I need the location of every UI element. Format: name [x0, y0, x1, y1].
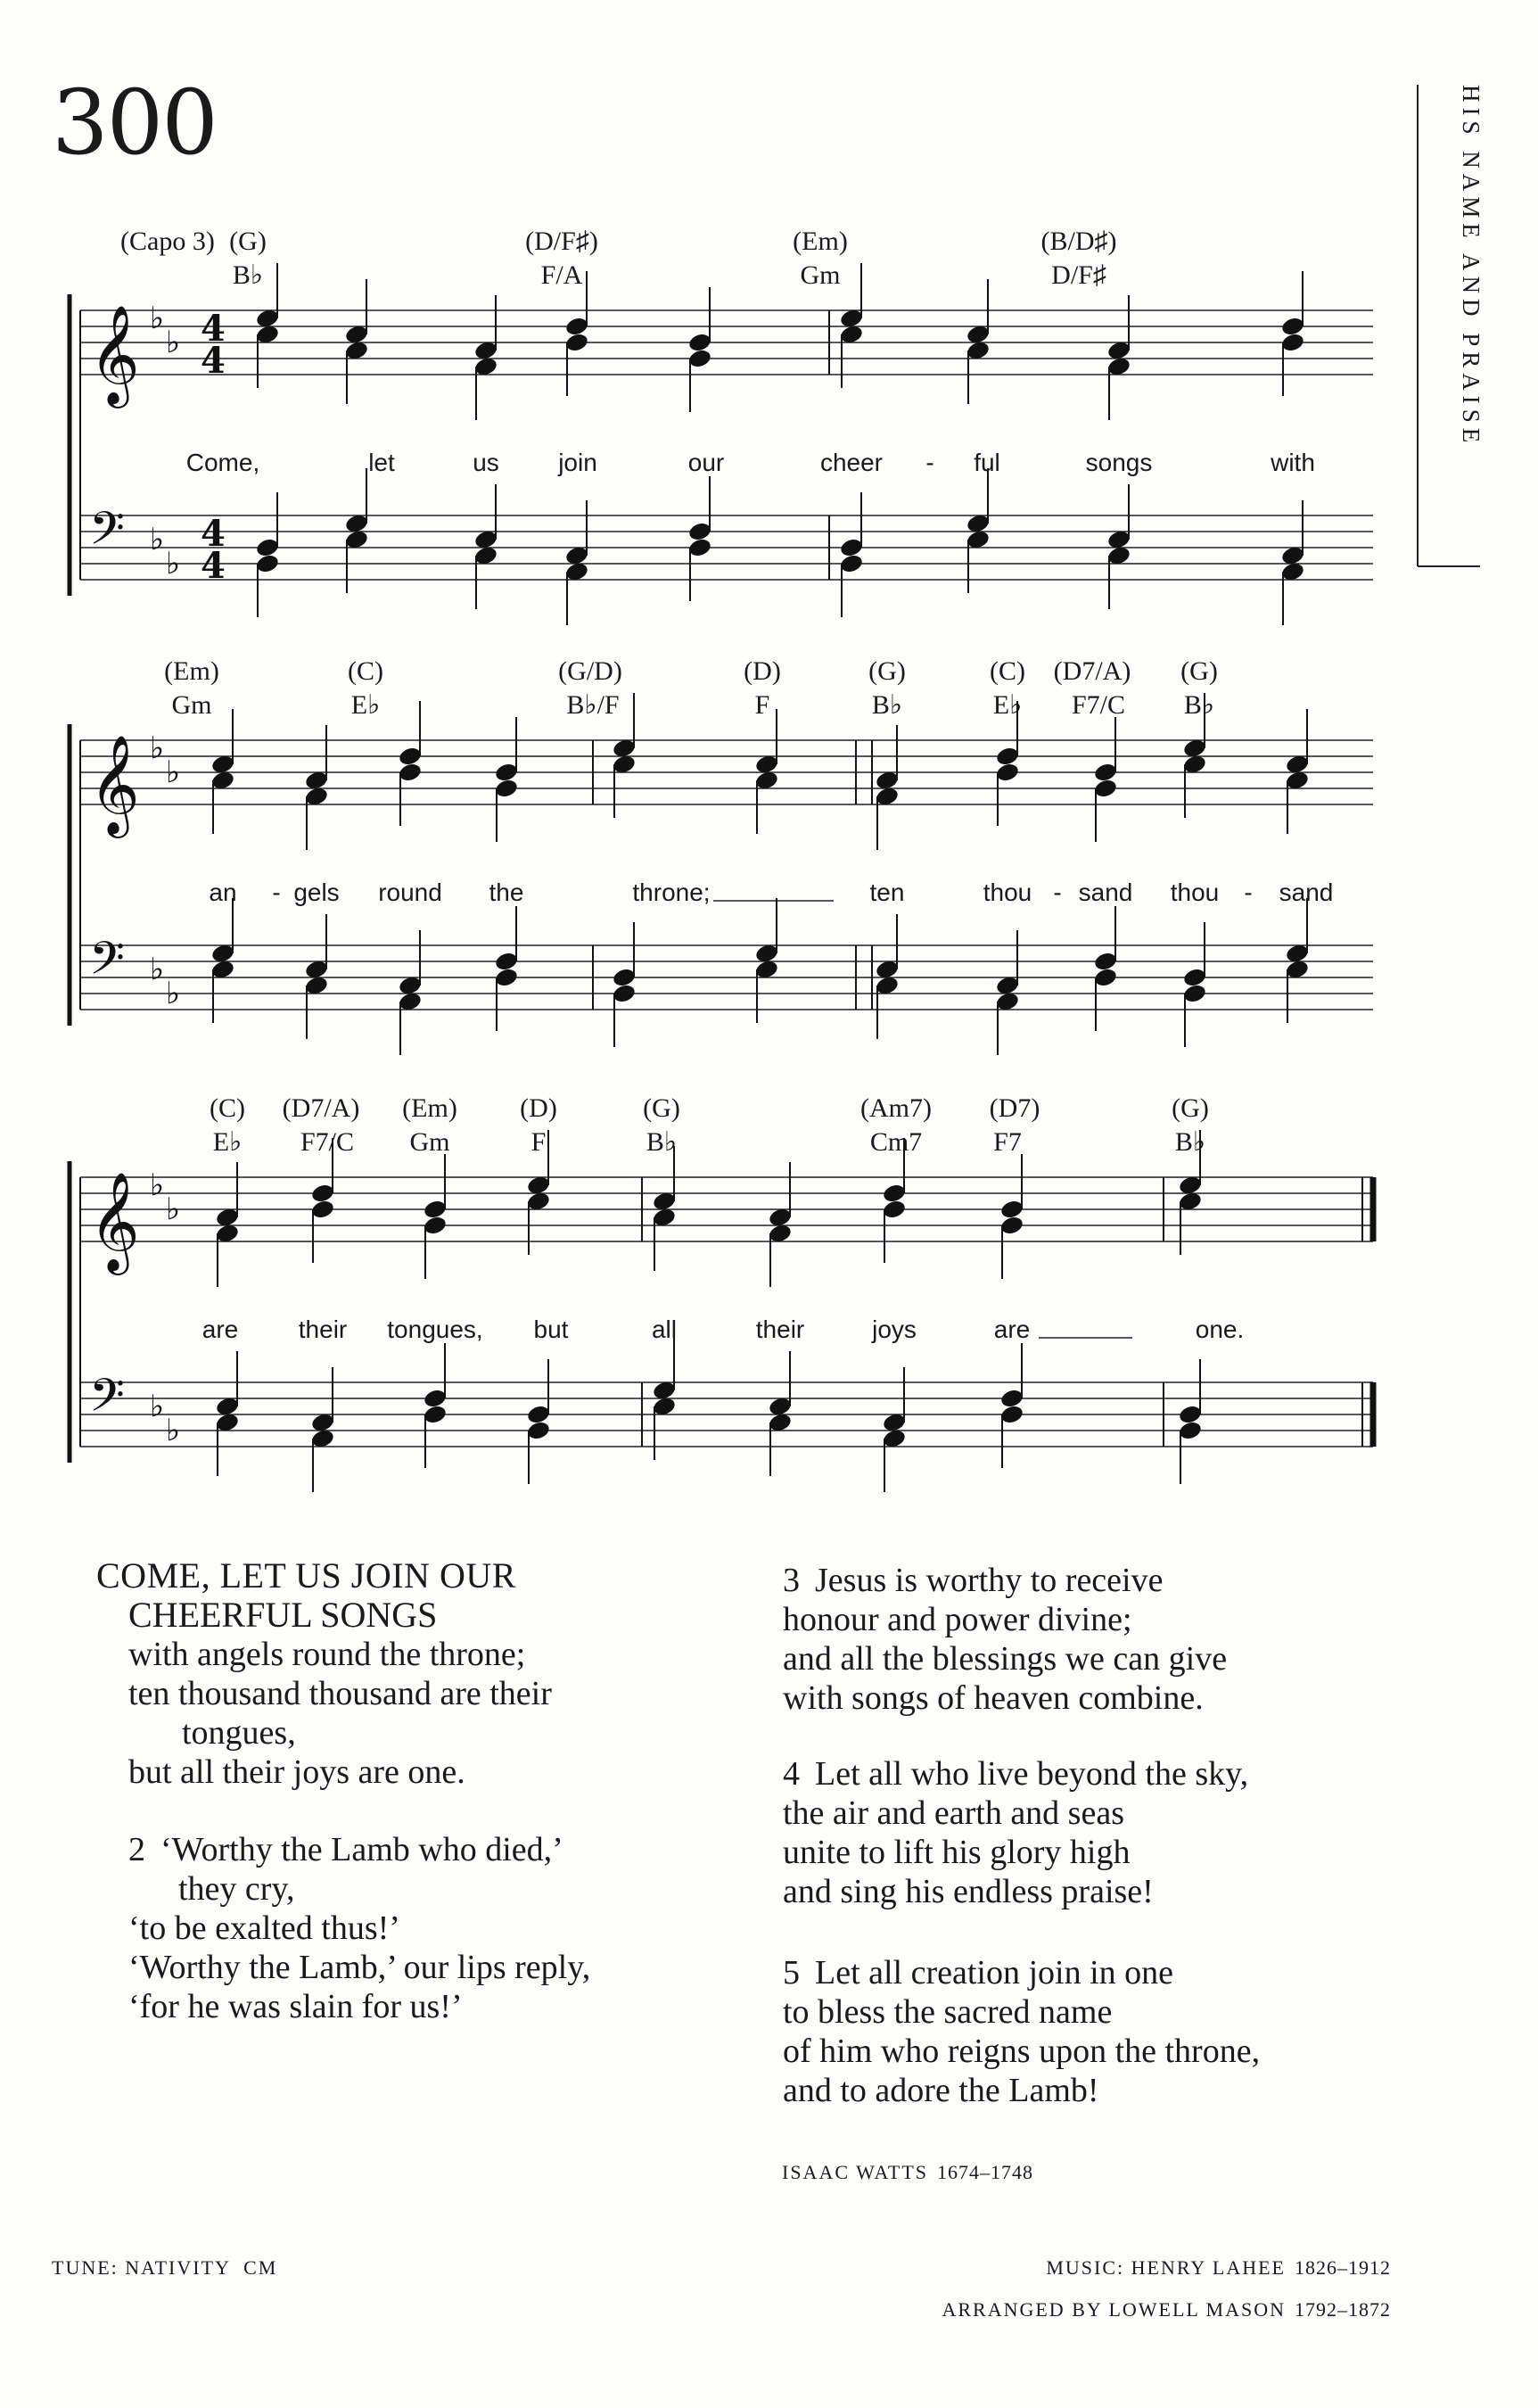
verse-number: 3 [783, 1562, 800, 1599]
guitar-chord-symbol: (D/F♯) [525, 227, 598, 256]
bass-clef-icon: 𝄢 [89, 1368, 125, 1433]
flat-sign-icon: ♭ [166, 1191, 181, 1227]
guitar-chord-symbol: (Em) [402, 1093, 457, 1123]
bass-clef-icon: 𝄢 [89, 931, 125, 996]
flat-sign-icon: ♭ [166, 324, 181, 360]
lyric-syllable: are [202, 1315, 239, 1343]
author-name: ISAAC WATTS [782, 2161, 929, 2183]
lyric-syllable: us [473, 449, 499, 476]
lyric-syllable: throne; [632, 878, 711, 906]
lyric-syllable: thou [1170, 878, 1220, 906]
flat-sign-icon: ♭ [166, 545, 181, 581]
verse-line: ‘Worthy the Lamb,’ our lips reply, [128, 1949, 591, 1986]
composer-years: 1826–1912 [1295, 2256, 1391, 2279]
author-years: 1674–1748 [937, 2161, 1034, 2183]
note-head [995, 746, 1020, 767]
concert-chord-symbol: F/A [540, 260, 583, 290]
note-head [1178, 1404, 1203, 1425]
concert-chord-symbol: D/F♯ [1051, 260, 1106, 290]
flat-sign-icon: ♭ [150, 521, 165, 557]
verse-line: unite to lift his glory high [783, 1834, 1131, 1871]
note-head [999, 1388, 1024, 1409]
note-head [494, 967, 519, 988]
verse-number: 2 [128, 1831, 145, 1868]
hymn-number: 300 [52, 70, 217, 175]
verse-line: honour and power divine; [783, 1601, 1132, 1638]
verse-1 [96, 1556, 552, 1792]
verse-line: but all their joys are one. [128, 1753, 465, 1791]
treble-clef-icon: 𝄞 [89, 734, 140, 834]
lyric-syllable: ful [974, 449, 1000, 476]
lyric-syllable: round [378, 878, 442, 906]
note-head [999, 1199, 1024, 1220]
note-head [612, 983, 637, 1004]
lyric-syllable: their [755, 1315, 805, 1343]
tune-credit: TUNE: NATIVITY CM [52, 2256, 278, 2279]
note-head [1280, 316, 1305, 337]
guitar-chord-symbol: (C) [348, 656, 383, 686]
guitar-chord-symbol: (D) [520, 1093, 557, 1123]
verse-line: Let all creation join in one [815, 1954, 1174, 1992]
guitar-chord-symbol: (D7/A) [282, 1093, 360, 1123]
note-head [687, 348, 712, 369]
treble-clef-icon: 𝄞 [89, 1171, 140, 1271]
note-head [494, 778, 519, 799]
verse-line: ‘for he was slain for us!’ [128, 1988, 463, 2025]
note-head [999, 1404, 1024, 1425]
note-head [494, 951, 519, 972]
note-head [423, 1404, 448, 1425]
time-signature: 4 [201, 545, 226, 587]
note-head [882, 1183, 907, 1204]
note-head [995, 762, 1020, 783]
bass-clef-icon: 𝄢 [89, 501, 125, 566]
note-head [564, 316, 589, 337]
lyric-hyphen: - [925, 449, 934, 476]
verse-line: ‘Worthy the Lamb who died,’ [160, 1831, 563, 1868]
note-head [1093, 778, 1118, 799]
note-head [839, 553, 864, 574]
lyric-syllable: our [687, 449, 725, 476]
concert-chord-symbol: F7/C [1071, 690, 1126, 720]
note-head [423, 1199, 448, 1220]
guitar-chord-symbol: (C) [210, 1093, 245, 1123]
flat-sign-icon: ♭ [166, 1412, 181, 1448]
concert-chord-symbol: B♭ [232, 260, 264, 290]
lyric-syllable: all [651, 1315, 678, 1343]
verse-line: of him who reigns upon the throne, [783, 2033, 1261, 2070]
note-head [1178, 1420, 1203, 1441]
lyric-hyphen: - [272, 878, 281, 906]
guitar-chord-symbol: (D7) [989, 1093, 1040, 1123]
lyric-syllable: cheer [819, 449, 884, 476]
concert-chord-symbol: Gm [171, 690, 212, 720]
concert-chord-symbol: B♭ [871, 690, 903, 720]
lyric-syllable: their [298, 1315, 348, 1343]
lyric-syllable: the [489, 878, 524, 906]
note-head [999, 1215, 1024, 1236]
hymn-title-line-1: COME, LET US JOIN OUR [96, 1555, 516, 1596]
verse-line: with songs of heaven combine. [783, 1679, 1204, 1717]
flat-sign-icon: ♭ [150, 1167, 165, 1203]
verse-number: 4 [783, 1755, 800, 1793]
verse-line: to bless the sacred name [783, 1993, 1113, 2031]
verse-line: Let all who live beyond the sky, [815, 1755, 1249, 1793]
guitar-chord-symbol: (G) [868, 656, 906, 686]
note-head [526, 1404, 551, 1425]
time-signature: 4 [201, 513, 226, 555]
note-head [1280, 332, 1305, 353]
concert-chord-symbol: E♭ [350, 690, 381, 720]
guitar-chord-symbol: (Am7) [860, 1093, 932, 1123]
note-head [494, 762, 519, 783]
author-credit [782, 2161, 1033, 2184]
concert-chord-symbol: B♭ [1183, 690, 1215, 720]
concert-chord-symbol: B♭ [1174, 1127, 1206, 1157]
lyric-syllable: tongues, [387, 1315, 483, 1343]
note-head [423, 1215, 448, 1236]
guitar-chord-symbol: (D) [744, 656, 781, 686]
verse-line: tongues, [182, 1714, 296, 1752]
verse-line: they cry, [178, 1870, 295, 1908]
note-head [882, 1199, 907, 1220]
arranger-credit [942, 2298, 1391, 2321]
concert-chord-symbol: B♭/F [566, 690, 620, 720]
verse-line: and sing his endless praise! [783, 1873, 1154, 1910]
section-title: HIS NAME AND PRAISE [1458, 85, 1485, 449]
guitar-chord-symbol: (G) [1180, 656, 1218, 686]
concert-chord-symbol: E♭ [212, 1127, 243, 1157]
flat-sign-icon: ♭ [166, 754, 181, 790]
lyric-syllable: ten [869, 878, 905, 906]
verse-2 [128, 1830, 590, 2026]
concert-chord-symbol: Gm [800, 260, 841, 290]
concert-chord-symbol: E♭ [992, 690, 1023, 720]
flat-sign-icon: ♭ [150, 1388, 165, 1424]
lyric-hyphen: - [1053, 878, 1062, 906]
guitar-chord-symbol: (G) [229, 227, 267, 256]
note-head [1093, 967, 1118, 988]
verse-line: the air and earth and seas [783, 1794, 1124, 1832]
note-head [564, 332, 589, 353]
lyric-hyphen: - [1244, 878, 1253, 906]
verse-line: ten thousand thousand are their [128, 1675, 552, 1712]
lyric-syllable: are [993, 1315, 1031, 1343]
concert-chord-symbol: Gm [409, 1127, 450, 1157]
verse-line: ‘to be exalted thus!’ [128, 1909, 400, 1947]
note-head [398, 746, 423, 767]
verse-number: 5 [783, 1954, 800, 1992]
verse-line: with angels round the throne; [128, 1636, 526, 1673]
time-signature: 4 [201, 340, 226, 382]
lyric-syllable: but [533, 1315, 569, 1343]
arranger-name: ARRANGED BY LOWELL MASON [942, 2298, 1286, 2321]
guitar-chord-symbol: (Em) [793, 227, 848, 256]
verse-line: and all the blessings we can give [783, 1640, 1228, 1678]
note-head [687, 521, 712, 542]
note-head [526, 1420, 551, 1441]
concert-chord-symbol: F [530, 1127, 547, 1157]
composer-name: MUSIC: HENRY LAHEE [1046, 2256, 1286, 2279]
verse-4 [783, 1754, 1248, 1911]
guitar-chord-symbol: (G) [1172, 1093, 1209, 1123]
note-head [398, 762, 423, 783]
verse-line: Jesus is worthy to receive [815, 1562, 1164, 1599]
guitar-chord-symbol: (Capo 3) [120, 227, 215, 256]
note-head [310, 1183, 335, 1204]
guitar-chord-symbol: (C) [990, 656, 1025, 686]
arranger-years: 1792–1872 [1295, 2298, 1391, 2321]
hymn-title-line-2: CHEERFUL SONGS [128, 1595, 438, 1635]
lyric-syllable: with [1271, 449, 1315, 476]
note-head [1182, 983, 1207, 1004]
guitar-chord-symbol: (G/D) [558, 656, 622, 686]
verse-line: and to adore the Lamb! [783, 2072, 1099, 2109]
lyric-syllable: songs [1085, 449, 1153, 476]
flat-sign-icon: ♭ [150, 730, 165, 766]
concert-chord-symbol: F7 [993, 1127, 1022, 1157]
verse-5 [783, 1953, 1260, 2110]
verse-3 [783, 1561, 1227, 1718]
time-signature: 4 [201, 308, 226, 350]
concert-chord-symbol: F7/C [300, 1127, 355, 1157]
flat-sign-icon: ♭ [166, 975, 181, 1011]
note-head [255, 553, 280, 574]
concert-chord-symbol: Cm7 [869, 1127, 923, 1157]
lyric-syllable: Come, [185, 449, 260, 476]
guitar-chord-symbol: (B/D♯) [1040, 227, 1117, 256]
music-credit [1046, 2256, 1391, 2280]
note-head [687, 537, 712, 558]
note-head [310, 1199, 335, 1220]
lyric-syllable: an [209, 878, 237, 906]
lyric-syllable: join [558, 449, 597, 476]
note-head [1093, 951, 1118, 972]
lyric-syllable: one. [1195, 1315, 1245, 1343]
lyric-syllable: let [368, 449, 395, 476]
lyric-syllable: sand [1078, 878, 1133, 906]
lyric-syllable: sand [1279, 878, 1334, 906]
flat-sign-icon: ♭ [150, 951, 165, 987]
concert-chord-symbol: F [754, 690, 770, 720]
concert-chord-symbol: B♭ [646, 1127, 678, 1157]
lyric-syllable: joys [872, 1315, 917, 1343]
note-head [423, 1388, 448, 1409]
note-head [839, 537, 864, 558]
note-head [255, 537, 280, 558]
note-head [612, 967, 637, 988]
guitar-chord-symbol: (Em) [164, 656, 219, 686]
guitar-chord-symbol: (G) [643, 1093, 680, 1123]
treble-clef-icon: 𝄞 [89, 304, 140, 404]
flat-sign-icon: ♭ [150, 300, 165, 336]
note-head [687, 332, 712, 353]
guitar-chord-symbol: (D7/A) [1053, 656, 1131, 686]
note-head [1182, 967, 1207, 988]
lyric-syllable: thou [983, 878, 1032, 906]
lyric-syllable: gels [293, 878, 340, 906]
note-head [1093, 762, 1118, 783]
